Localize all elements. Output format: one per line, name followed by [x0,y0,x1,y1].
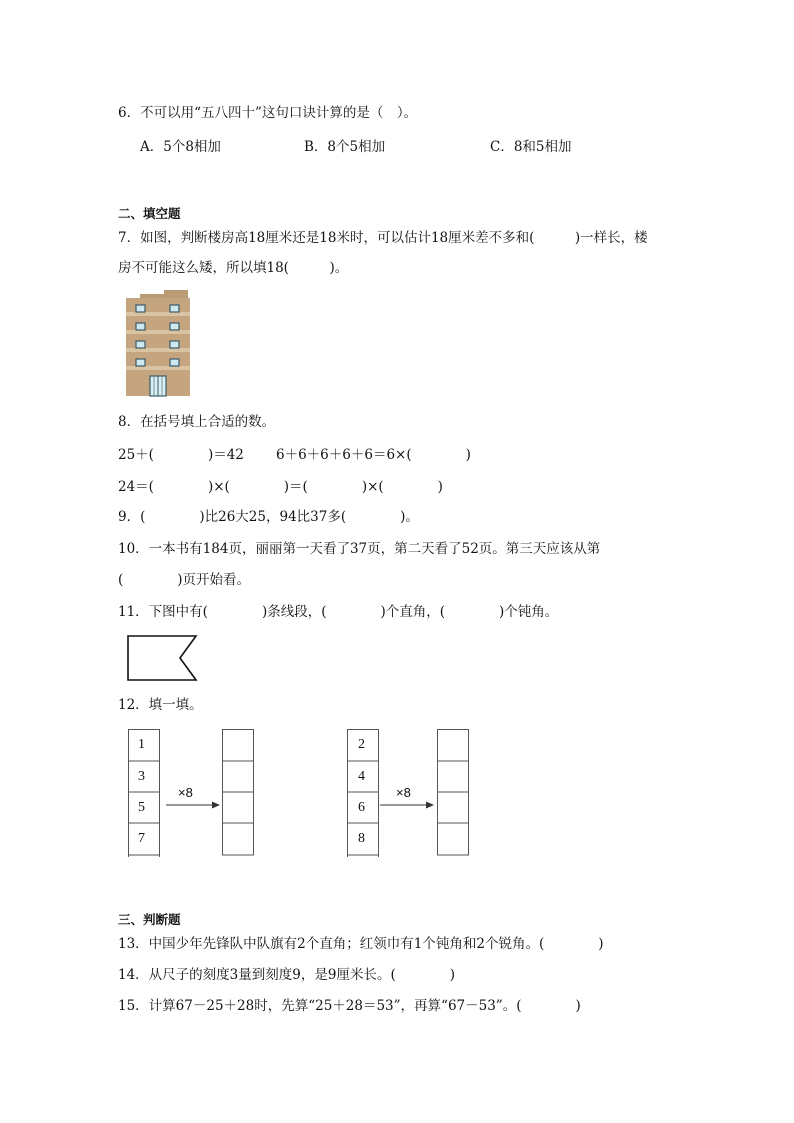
q12-left-value-4: 7 [138,831,145,846]
q8-eq1: 25＋( )＝42 [118,447,244,463]
q12-left-value-3: 5 [138,800,145,815]
q8-title: 8．在括号填上合适的数。 [118,414,276,430]
q12-right-multiplier-label: ×8 [396,785,411,800]
q6-option-b: B．8个5相加 [304,139,386,155]
flag-shape-figure [126,634,198,682]
q12-right-value-2: 4 [358,769,365,784]
q7-line1: 7．如图，判断楼房高18厘米还是18米时，可以估计18厘米差不多和( )一样长，楼 [118,230,648,246]
q8-eq3: 24＝( )×( )＝( )×( ) [118,479,443,495]
q12-right-value-3: 6 [358,800,365,815]
q12-right-value-column [347,729,379,857]
q10-line1: 10．一本书有184页，丽丽第一天看了37页，第二天看了52页。第三天应该从第 [118,541,601,557]
section-judgment-title: 三、判断题 [118,912,181,927]
q12-right-arrow [380,800,434,810]
q12-left-value-column [128,729,160,857]
q12-left-arrow [166,800,220,810]
q12-right-answer-column[interactable] [437,729,469,857]
building-image [120,288,194,398]
q12-right-value-1: 2 [358,737,365,752]
q8-eq2: 6＋6＋6＋6＋6＝6×( ) [276,447,471,463]
q9-text: 9．( )比26大25，94比37多( )。 [118,509,419,525]
q14-text: 14．从尺子的刻度3量到刻度9，是9厘米长。( ) [118,967,455,983]
section-fill-blank-title: 二、填空题 [118,206,181,221]
q12-left-answer-column[interactable] [222,729,254,857]
q12-title: 12．填一填。 [118,697,203,713]
q6-option-a: A．5个8相加 [140,139,221,155]
q13-text: 13．中国少年先锋队中队旗有2个直角；红领巾有1个钝角和2个锐角。( ) [118,936,604,952]
q10-line2: ( )页开始看。 [118,572,251,588]
q6-text: 6．不可以用“五八四十”这句口诀计算的是（ ）。 [118,105,418,121]
q11-text: 11．下图中有( )条线段，( )个直角，( )个钝角。 [118,604,559,620]
q12-left-multiplier-label: ×8 [178,785,193,800]
q7-line2: 房不可能这么矮，所以填18( )。 [118,260,349,276]
q15-text: 15．计算67－25＋28时，先算“25＋28＝53”，再算“67－53”。( ) [118,998,581,1014]
q6-option-c: C．8和5相加 [490,139,572,155]
q12-right-value-4: 8 [358,831,365,846]
q12-left-value-2: 3 [138,769,145,784]
q12-left-value-1: 1 [138,737,145,752]
